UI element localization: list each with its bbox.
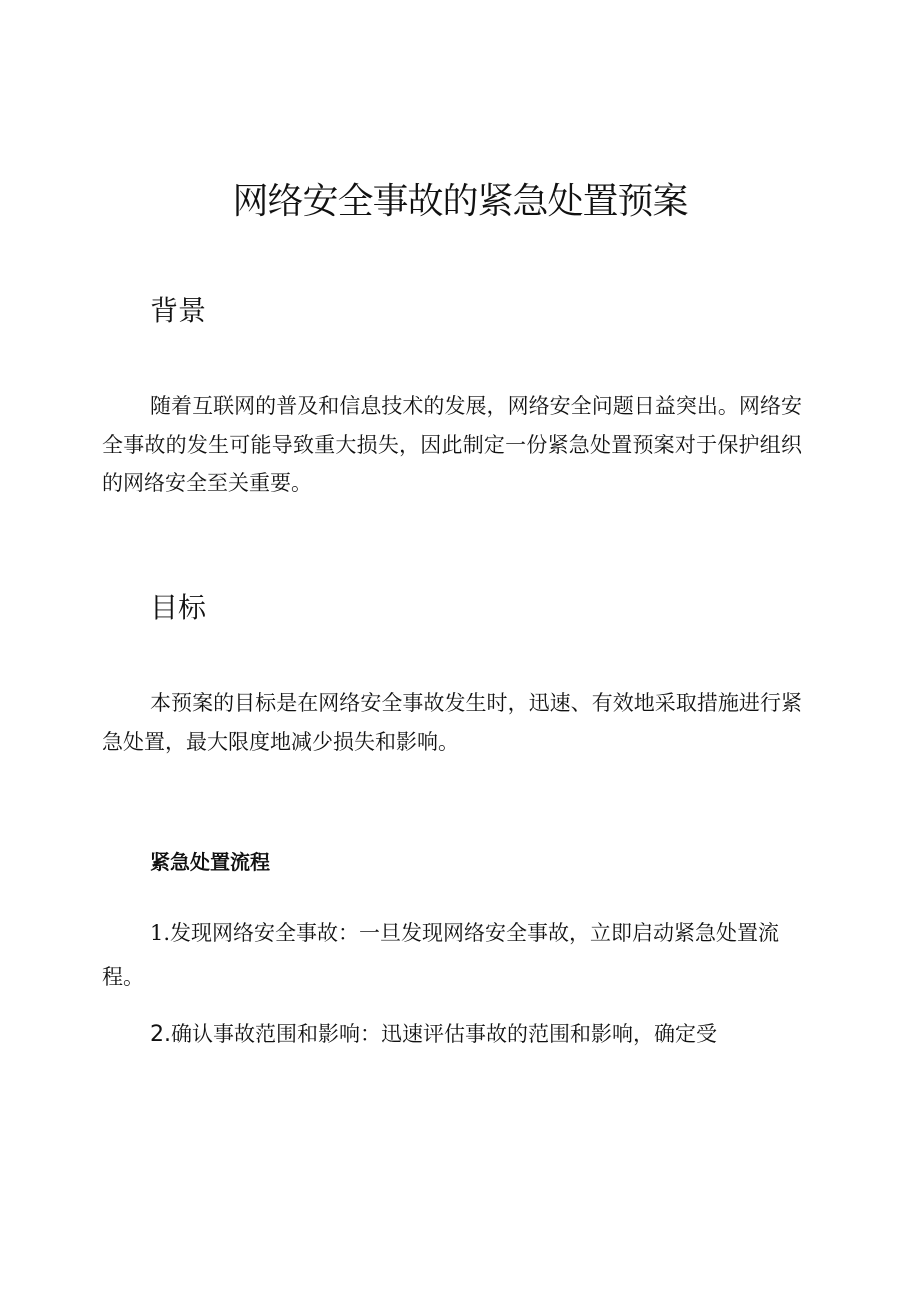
step-number: 2. xyxy=(150,1022,171,1047)
procedure-step-1 xyxy=(102,911,802,999)
section-heading-goal: 目标 xyxy=(150,591,207,624)
step-number: 1. xyxy=(150,921,171,945)
procedure-heading: 紧急处置流程 xyxy=(150,850,270,874)
section-body-background: 随着互联网的普及和信息技术的发展，网络安全问题日益突出。网络安全事故的发生可能导致重大损失，因此制定一份紧急处置预案对于保护组织的网络安全至关重要。 xyxy=(102,394,802,495)
step-text: 确认事故范围和影响：迅速评估事故的范围和影响，确定受 xyxy=(171,1022,717,1046)
procedure-step-2 xyxy=(102,1012,802,1057)
section-body-goal: 本预案的目标是在网络安全事故发生时，迅速、有效地采取措施进行紧急处置，最大限度地减少损失和影响。 xyxy=(102,691,802,754)
section-heading-background: 背景 xyxy=(150,294,207,327)
step-text: 发现网络安全事故：一旦发现网络安全事故，立即启动紧急处置流程。 xyxy=(102,921,780,989)
document-title: 网络安全事故的紧急处置预案 xyxy=(232,181,688,222)
